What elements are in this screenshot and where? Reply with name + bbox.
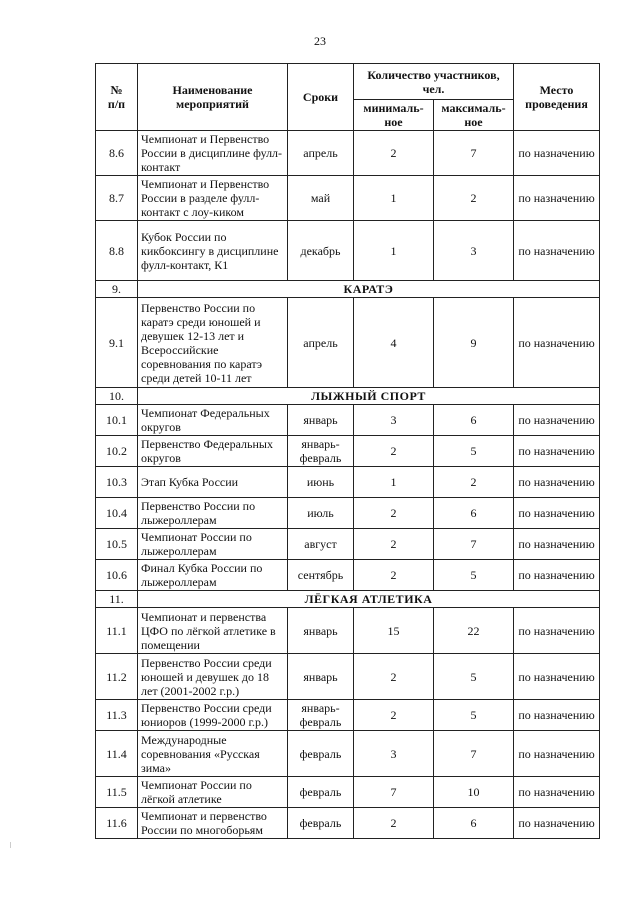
section-num: 9.: [96, 281, 138, 298]
row-min: 2: [354, 560, 434, 591]
row-num: 11.5: [96, 777, 138, 808]
row-max: 2: [434, 176, 514, 221]
row-max: 5: [434, 654, 514, 700]
row-place: по назначению: [514, 777, 600, 808]
row-name: Первенство России по лыжероллерам: [138, 498, 288, 529]
header-participants: Количество участников, чел.: [354, 64, 514, 100]
row-date: май: [288, 176, 354, 221]
table-row: [96, 436, 600, 467]
table-row: [96, 498, 600, 529]
row-date: август: [288, 529, 354, 560]
row-date: апрель: [288, 131, 354, 176]
section-row: [96, 281, 600, 298]
row-place: по назначению: [514, 436, 600, 467]
row-min: 1: [354, 221, 434, 281]
section-title: ЛЁГКАЯ АТЛЕТИКА: [138, 591, 600, 608]
table-header: [96, 64, 600, 131]
row-min: 2: [354, 654, 434, 700]
row-date: декабрь: [288, 221, 354, 281]
row-num: 11.3: [96, 700, 138, 731]
section-num: 10.: [96, 388, 138, 405]
row-num: 11.4: [96, 731, 138, 777]
row-place: по назначению: [514, 405, 600, 436]
table-row: [96, 700, 600, 731]
row-place: по назначению: [514, 654, 600, 700]
row-place: по назначению: [514, 529, 600, 560]
row-max: 7: [434, 731, 514, 777]
table-row: [96, 405, 600, 436]
row-date: январь: [288, 654, 354, 700]
row-place: по назначению: [514, 176, 600, 221]
row-max: 6: [434, 808, 514, 839]
row-name: Чемпионат России по лыжероллерам: [138, 529, 288, 560]
row-place: по назначению: [514, 700, 600, 731]
row-num: 8.6: [96, 131, 138, 176]
row-min: 2: [354, 808, 434, 839]
header-min: минималь- ное: [354, 100, 434, 131]
row-min: 3: [354, 405, 434, 436]
section-row: [96, 388, 600, 405]
scan-mark: [10, 842, 11, 848]
row-num: 10.6: [96, 560, 138, 591]
row-name: Чемпионат и Первенство России в разделе фулл-контакт с лоу-киком: [138, 176, 288, 221]
row-place: по назначению: [514, 808, 600, 839]
row-date: июль: [288, 498, 354, 529]
page-number: 23: [314, 34, 326, 48]
row-place: по назначению: [514, 221, 600, 281]
row-date: январь: [288, 608, 354, 654]
row-date: февраль: [288, 808, 354, 839]
row-min: 2: [354, 436, 434, 467]
row-name: Международные соревнования «Русская зима»: [138, 731, 288, 777]
row-name: Первенство России среди юниоров (1999-2000 г.р.): [138, 700, 288, 731]
row-date: январь-февраль: [288, 436, 354, 467]
row-max: 5: [434, 436, 514, 467]
section-title: ЛЫЖНЫЙ СПОРТ: [138, 388, 600, 405]
row-max: 7: [434, 131, 514, 176]
table-row: [96, 777, 600, 808]
row-date: сентябрь: [288, 560, 354, 591]
events-table: [95, 63, 600, 839]
header-num: № п/п: [96, 64, 138, 131]
table-row: [96, 131, 600, 176]
row-max: 5: [434, 560, 514, 591]
table-body: [96, 131, 600, 839]
row-num: 10.3: [96, 467, 138, 498]
row-name: Этап Кубка России: [138, 467, 288, 498]
row-name: Чемпионат России по лёгкой атлетике: [138, 777, 288, 808]
row-min: 2: [354, 700, 434, 731]
row-max: 22: [434, 608, 514, 654]
row-min: 2: [354, 131, 434, 176]
row-num: 10.1: [96, 405, 138, 436]
row-num: 10.2: [96, 436, 138, 467]
row-max: 7: [434, 529, 514, 560]
row-name: Первенство России среди юношей и девушек до 18 лет (2001-2002 г.р.): [138, 654, 288, 700]
row-max: 2: [434, 467, 514, 498]
row-name: Чемпионат и первенство России по многоборьям: [138, 808, 288, 839]
header-place: Место проведения: [514, 64, 600, 131]
row-name: Чемпионат Федеральных округов: [138, 405, 288, 436]
row-place: по назначению: [514, 467, 600, 498]
row-date: февраль: [288, 731, 354, 777]
row-min: 1: [354, 176, 434, 221]
section-row: [96, 591, 600, 608]
row-name: Чемпионат и Первенство России в дисциплине фулл-контакт: [138, 131, 288, 176]
table-row: [96, 467, 600, 498]
row-max: 3: [434, 221, 514, 281]
row-num: 8.8: [96, 221, 138, 281]
row-num: 8.7: [96, 176, 138, 221]
row-place: по назначению: [514, 298, 600, 388]
row-name: Кубок России по кикбоксингу в дисциплине фулл-контакт, К1: [138, 221, 288, 281]
row-num: 9.1: [96, 298, 138, 388]
table-row: [96, 221, 600, 281]
row-num: 10.4: [96, 498, 138, 529]
row-min: 15: [354, 608, 434, 654]
section-num: 11.: [96, 591, 138, 608]
table-row: [96, 529, 600, 560]
row-date: январь-февраль: [288, 700, 354, 731]
row-min: 1: [354, 467, 434, 498]
header-dates: Сроки: [288, 64, 354, 131]
section-title: КАРАТЭ: [138, 281, 600, 298]
row-place: по назначению: [514, 498, 600, 529]
row-name: Финал Кубка России по лыжероллерам: [138, 560, 288, 591]
row-max: 9: [434, 298, 514, 388]
header-max: максималь- ное: [434, 100, 514, 131]
row-min: 4: [354, 298, 434, 388]
row-min: 2: [354, 498, 434, 529]
row-date: апрель: [288, 298, 354, 388]
row-place: по назначению: [514, 731, 600, 777]
row-num: 10.5: [96, 529, 138, 560]
row-name: Первенство Федеральных округов: [138, 436, 288, 467]
row-max: 10: [434, 777, 514, 808]
table-row: [96, 731, 600, 777]
row-date: февраль: [288, 777, 354, 808]
row-max: 5: [434, 700, 514, 731]
row-min: 2: [354, 529, 434, 560]
table-row: [96, 654, 600, 700]
table-row: [96, 808, 600, 839]
row-num: 11.1: [96, 608, 138, 654]
row-min: 3: [354, 731, 434, 777]
row-name: Первенство России по каратэ среди юношей и девушек 12-13 лет и Всероссийские соревнования по каратэ среди детей 10-11 лет: [138, 298, 288, 388]
table-row: [96, 608, 600, 654]
row-place: по назначению: [514, 560, 600, 591]
table-row: [96, 176, 600, 221]
row-date: январь: [288, 405, 354, 436]
row-num: 11.2: [96, 654, 138, 700]
row-num: 11.6: [96, 808, 138, 839]
row-place: по назначению: [514, 131, 600, 176]
row-name: Чемпионат и первенства ЦФО по лёгкой атлетике в помещении: [138, 608, 288, 654]
table-row: [96, 298, 600, 388]
row-min: 7: [354, 777, 434, 808]
row-place: по назначению: [514, 608, 600, 654]
header-name: Наименование мероприятий: [138, 64, 288, 131]
row-date: июнь: [288, 467, 354, 498]
row-max: 6: [434, 498, 514, 529]
table-row: [96, 560, 600, 591]
row-max: 6: [434, 405, 514, 436]
